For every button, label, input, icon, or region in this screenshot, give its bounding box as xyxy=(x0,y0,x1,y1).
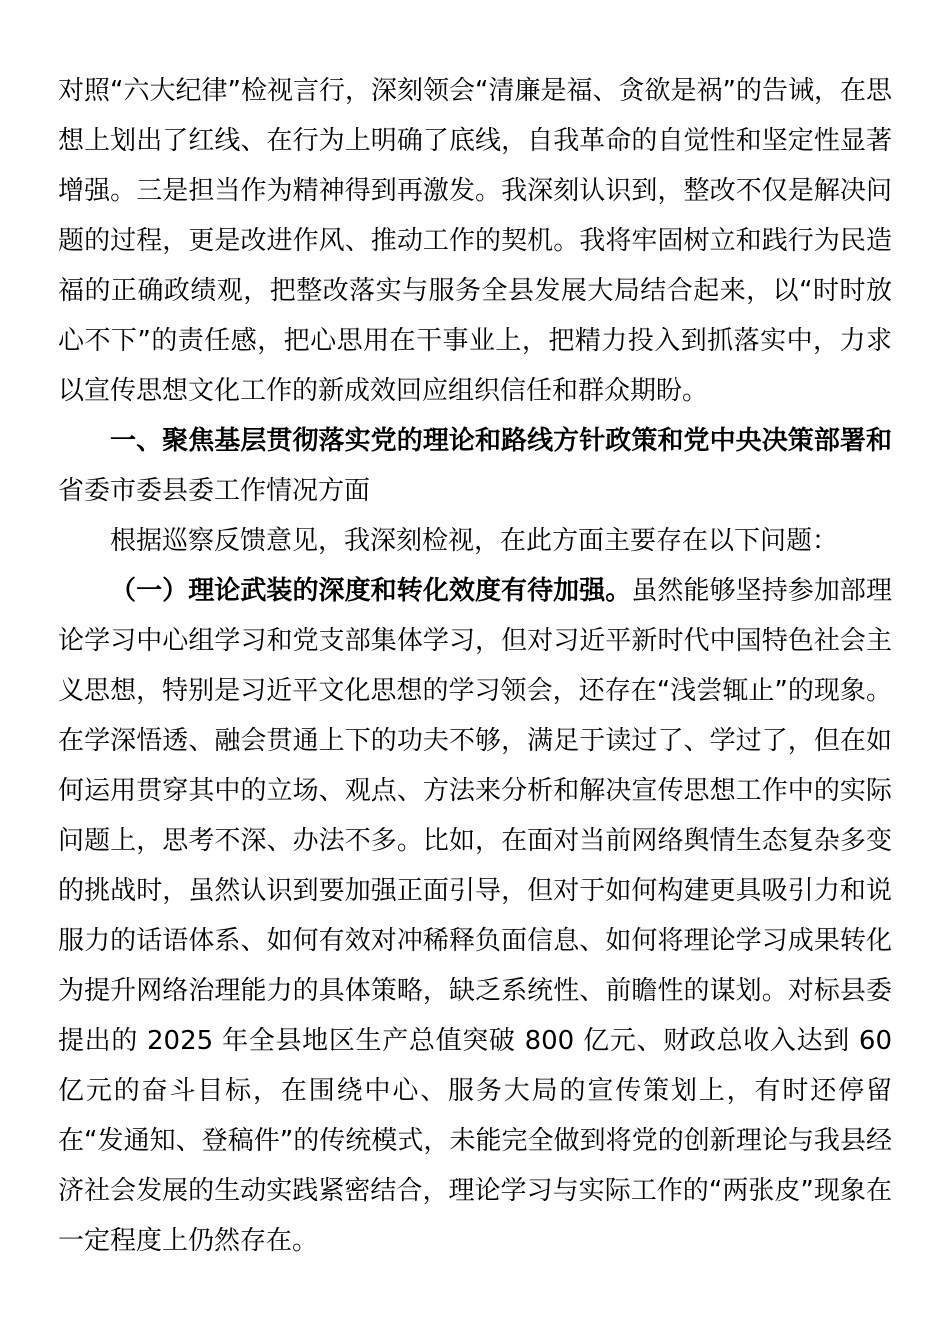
body-text: 根据巡察反馈意见，我深刻检视，在此方面主要存在以下问题： xyxy=(110,526,839,556)
section-heading-regular-text: 省委市委县委工作情况方面 xyxy=(58,476,371,506)
body-text: 虽然能够坚持参加部理论学习中心组学习和党支部集体学习，但对习近平新时代中国特色社会主义思想，特别是习近平文化思想的学习领会，还存在“浅尝辄止”的现象。在学深悟透、融会贯通上下的功夫不够，满足于读过了、学过了，但在如何运用贯穿其中的立场、观点、方法来分析和解决宣传思想工作中的实际问题上，思考不深、办法不多。比如，在面对当前网络舆情生态复杂多变的挑战时，虽然认识到要加强正面引导，但对于如何构建更具吸引力和说服力的话语体系、如何有效对冲稀释负面信息、如何将理论学习成果转化为提升网络治理能力的具体策略，缺乏系统性、前瞻性的谋划。对标县委提出的 2025 年全县地区生产总值突破 800 亿元、财政总收入达到 60 亿元的奋斗目标，在围绕中心、服务大局的宣传策划上，有时还停留在“发通知、登稿件”的传统模式，未能完全做到将党的创新理论与我县经济社会发展的生动实践紧密结合，理论学习与实际工作的“两张皮”现象在一定程度上仍然存在。 xyxy=(58,576,892,1256)
paragraph-intro xyxy=(58,516,892,566)
body-text: 对照“六大纪律”检视言行，深刻领会“清廉是福、贪欲是祸”的告诫，在思想上划出了红线、在行为上明确了底线，自我革命的自觉性和坚定性显著增强。三是担当作为精神得到再激发。我深刻认识到，整改不仅是解决问题的过程，更是改进作风、推动工作的契机。我将牢固树立和践行为民造福的正确政绩观，把整改落实与服务全县发展大局结合起来，以“时时放心不下”的责任感，把心思用在干事业上，把精力投入到抓落实中，力求以宣传思想文化工作的新成效回应组织信任和群众期盼。 xyxy=(58,76,892,406)
section-heading-bold-text: 一、聚焦基层贯彻落实党的理论和路线方针政策和党中央决策部署和 xyxy=(110,426,892,456)
paragraph-continuation xyxy=(58,66,892,416)
section-heading xyxy=(58,416,892,516)
paragraph-item-1 xyxy=(58,566,892,1266)
item-1-lead-bold-text: （一）理论武装的深度和转化效度有待加强。 xyxy=(110,576,632,606)
